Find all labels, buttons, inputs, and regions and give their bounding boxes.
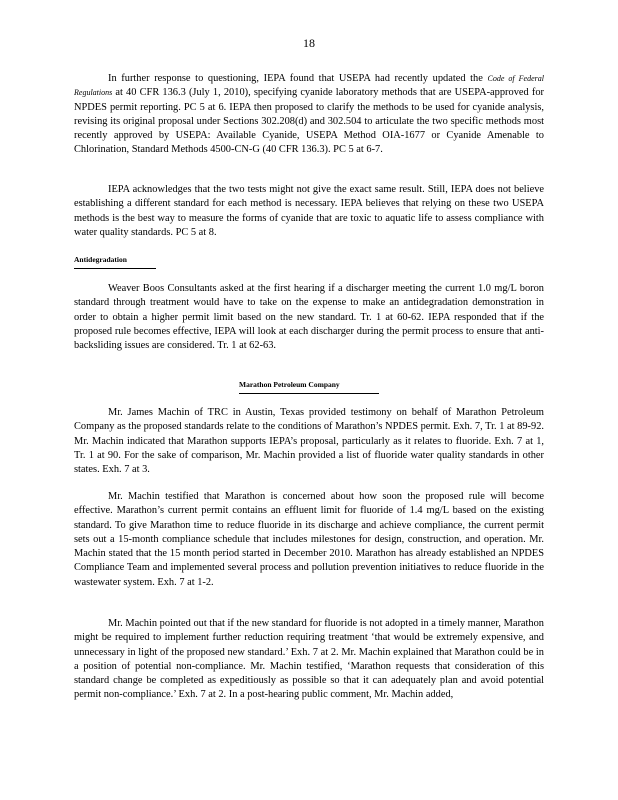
heading-antidegradation-block [74, 253, 544, 269]
paragraph-text-after: at 40 CFR 136.3 (July 1, 2010), specifying cyanide laboratory methods that are USEPA-approved for NPDES permit reporting. PC 5 at 6. IEPA then proposed to clarify the methods to be used for cyanide analysis, revising its original proposal under Sections 302.208(d) and 302.504 to articulate the two specific methods most recently approved by USEPA: Available Cyanide, USEPA Method OIA-1677 or Cyanide Amenable to Chlorination, Standard Methods 4500-CN-G (40 CFR 136.3). PC 5 at 6-7. [74, 87, 544, 156]
heading-antidegradation: Antidegradation [74, 253, 156, 269]
heading-marathon: Marathon Petroleum Company [239, 378, 379, 394]
cfr-citation: Code of Federal Regulations [74, 74, 544, 98]
paragraph-cyanide-tests [74, 183, 544, 240]
paragraph-cyanide-methods [74, 72, 544, 158]
heading-marathon-block [74, 378, 544, 394]
paragraph-text [74, 72, 544, 158]
paragraph-text: Mr. Machin pointed out that if the new standard for fluoride is not adopted in a timely manner, Marathon might be required to implement further reduction requiring treatment ‘that would be extremely expensive, and unnecessary in light of the proposed new standard.’ Exh. 7 at 2. Mr. Machin explained that Marathon could be in a position of potential non-compliance. Mr. Machin testified, ‘Marathon requests that consideration of this standard change be completed as expeditiously as possible so that it can adequately plan and avoid potential permit non-compliance.’ Exh. 7 at 2. In a post-hearing public comment, Mr. Machin added, [74, 618, 544, 701]
paragraph-text: Mr. Machin testified that Marathon is concerned about how soon the proposed rule will become effective. Marathon’s current permit contains an effluent limit for fluoride of 1.4 mg/L based on the existing standard. To give Marathon time to reduce fluoride in its discharge and achieve compliance, the current permit sets out a 15-month compliance schedule that includes milestones for design, construction, and operation. Mr. Machin stated that the 15 month period started in December 2010. Marathon has already established an NPDES Compliance Team and implemented several process and pollution prevention initiatives to reduce fluoride in the wastewater system. Exh. 7 at 1-2. [74, 491, 544, 588]
paragraph-marathon-testimony [74, 406, 544, 477]
paragraph-text: Weaver Boos Consultants asked at the first hearing if a discharger meeting the current 1.0 mg/L boron standard through treatment would have to take on the expense to make an antidegradation demonstration in order to obtain a higher permit limit based on the new standard. Tr. 1 at 60-62. IEPA responded that if the proposed rule becomes effective, IEPA will look at each discharger during the permit process to ensure that anti-backsliding issues are considered. Tr. 1 at 62-63. [74, 283, 544, 352]
paragraph-marathon-timing [74, 617, 544, 703]
paragraph-text: Mr. James Machin of TRC in Austin, Texas provided testimony on behalf of Marathon Petroleum Company as the proposed standards relate to the conditions of Marathon’s NPDES permit. Exh. 7, Tr. 1 at 89-92. Mr. Machin indicated that Marathon supports IEPA’s proposal, particularly as it relates to fluoride. Exh. 7 at 1, Tr. 1 at 90. For the sake of comparison, Mr. Machin provided a list of fluoride water quality standards in other states. Exh. 7 at 3. [74, 407, 544, 476]
paragraph-text: IEPA acknowledges that the two tests might not give the exact same result. Still, IEPA does not believe establishing a different standard for each method is necessary. IEPA believes that relying on these two USEPA methods is the best way to measure the forms of cyanide that are toxic to aquatic life to assess compliance with water quality standards. PC 5 at 8. [74, 184, 544, 238]
page-number: 18 [303, 36, 315, 50]
paragraph-antidegradation [74, 282, 544, 353]
paragraph-marathon-compliance [74, 490, 544, 590]
paragraph-text-before: In further response to questioning, IEPA found that USEPA had recently updated the [108, 73, 488, 84]
